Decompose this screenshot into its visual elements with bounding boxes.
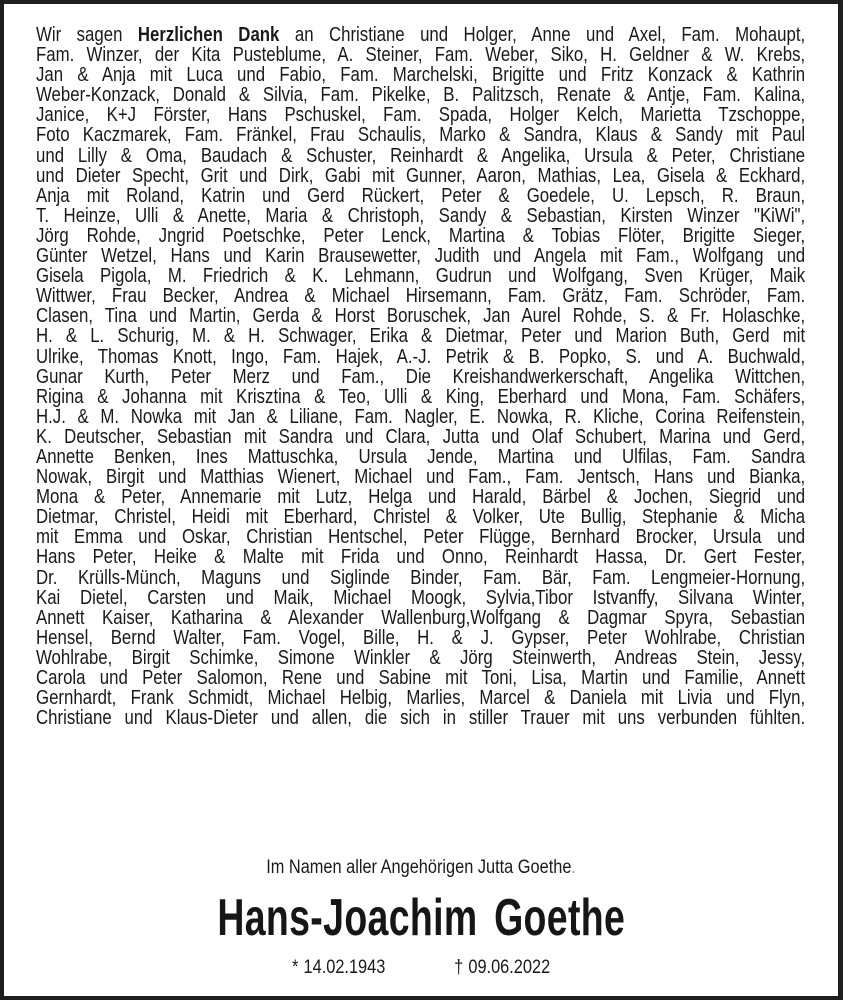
birth-star-icon: * (291, 957, 299, 978)
deceased-name: Hans-Joachim Goethe (217, 889, 625, 947)
text-line: Ulrike, Thomas Knott, Ingo, Fam. Hajek, A.-J. Petrik & B. Popko, S. und A. Buchwald, (36, 344, 806, 368)
text-line: H. & L. Schurig, M. & H. Schwager, Erika & Dietmar, Peter und Marion Buth, Gerd mit (36, 324, 806, 348)
signoff-text: Im Namen aller Angehörigen Jutta Goethe (266, 857, 572, 878)
text-line: Foto Kaczmarek, Fam. Fränkel, Frau Schaulis, Marko & Sandra, Klaus & Sandy mit Paul (36, 123, 806, 147)
text-line: H.J. & M. Nowka mit Jan & Liliane, Fam. Nagler, E. Nowka, R. Kliche, Corina Reifenstein, (36, 404, 806, 428)
text-line: Gunar Kurth, Peter Merz und Fam., Die Kreishandwerkerschaft, Angelika Wittchen, (36, 364, 806, 388)
text-line: Jan & Anja mit Luca und Fabio, Fam. Marchelski, Brigitte und Fritz Konzack & Kathrin (36, 63, 806, 87)
text-line: T. Heinze, Ulli & Anette, Maria & Christoph, Sandy & Sebastian, Kirsten Winzer "KiWi", (36, 203, 806, 227)
text-line: Weber-Konzack, Donald & Silvia, Fam. Pikelke, B. Palitzsch, Renate & Antje, Fam. Kalina, (36, 83, 806, 107)
text-line: und Dieter Specht, Grit und Dirk, Gabi mit Gunner, Aaron, Mathias, Lea, Gisela & Eckhard, (36, 163, 806, 187)
life-dates (4, 956, 838, 980)
obituary-notice (4, 4, 838, 996)
text-line: Wittwer, Frau Becker, Andrea & Michael Hirsemann, Fam. Grätz, Fam. Schröder, Fam. (36, 284, 806, 308)
text-line: K. Deutscher, Sebastian mit Sandra und Clara, Jutta und Olaf Schubert, Marina und Gerd, (36, 424, 806, 448)
text-line: Mona & Peter, Annemarie mit Lutz, Helga und Harald, Bärbel & Jochen, Siegrid und (36, 485, 806, 509)
text-line: Clasen, Tina und Martin, Gerda & Horst Boruschek, Jan Aurel Rohde, S. & Fr. Holaschke, (36, 304, 806, 328)
text-line: Dietmar, Christel, Heidi mit Eberhard, Christel & Volker, Ute Bullig, Stephanie & Micha (36, 505, 806, 529)
death-cross-icon: † (454, 957, 464, 978)
text-line: Jörg Rohde, Jngrid Poetschke, Peter Lenck, Martina & Tobias Flöter, Brigitte Sieger, (36, 223, 806, 247)
text-line: Kai Dietel, Carsten und Maik, Michael Moogk, Sylvia,Tibor Istvanffy, Silvana Winter, (36, 585, 806, 609)
text-line: Gisela Pigola, M. Friedrich & K. Lehmann, Gudrun und Wolfgang, Sven Krüger, Maik (36, 264, 806, 288)
text-line: Dr. Krülls-Münch, Maguns und Siglinde Binder, Fam. Bär, Fam. Lengmeier-Hornung, (36, 565, 806, 589)
text-line: Hans Peter, Heike & Malte mit Frida und Onno, Reinhardt Hassa, Dr. Gert Fester, (36, 545, 806, 569)
text-line: Wohlrabe, Birgit Schimke, Simone Winkler & Jörg Steinwerth, Andreas Stein, Jessy, (36, 645, 806, 669)
text-line: Hensel, Bernd Walter, Fam. Vogel, Bille, H. & J. Gypser, Peter Wohlrabe, Christian (36, 625, 806, 649)
text-line: Nowak, Birgit und Matthias Wienert, Michael und Fam., Fam. Jentsch, Hans und Bianka, (36, 465, 806, 489)
text-line: Rigina & Johanna mit Krisztina & Teo, Ulli & King, Eberhard und Mona, Fam. Schäfers, (36, 384, 806, 408)
text-line: Janice, K+J Förster, Hans Pschuskel, Fam. Spada, Holger Kelch, Marietta Tzschoppe, (36, 103, 806, 127)
text-line: Gernhardt, Frank Schmidt, Michael Helbig, Marlies, Marcel & Daniela mit Livia und Flyn, (36, 686, 806, 710)
text-line: Anja mit Roland, Katrin und Gerd Rückert, Peter & Goedele, U. Lepsch, R. Braun, (36, 183, 806, 207)
text-line: mit Emma und Oskar, Christian Hentschel, Peter Flügge, Bernhard Brocker, Ursula und (36, 525, 806, 549)
text-lines (36, 45, 805, 728)
birth-date: 14.02.1943 (303, 957, 386, 978)
deceased-name-container (4, 888, 838, 948)
text-line: und Lilly & Oma, Baudach & Schuster, Reinhardt & Angelika, Ursula & Peter, Christiane (36, 143, 806, 167)
text-line: Annett Kaiser, Katharina & Alexander Wallenburg,Wolfgang & Dagmar Spyra, Sebastian (36, 605, 806, 629)
signoff-period: . (571, 857, 576, 878)
text-line: Günter Wetzel, Hans und Karin Brausewetter, Judith und Angela mit Fam., Wolfgang und (36, 244, 806, 268)
thank-you-text (36, 25, 805, 728)
intro-prefix: Wir sagen (36, 23, 138, 46)
death-date-group (454, 956, 550, 980)
text-line: Christiane und Klaus-Dieter und allen, die sich in stiller Trauer mit uns verbunden fühlten. (36, 706, 806, 730)
text-line: Fam. Winzer, der Kita Pusteblume, A. Steiner, Fam. Weber, Siko, H. Geldner & W. Krebs, (36, 43, 806, 67)
birth-date-group (292, 956, 385, 980)
intro-bold: Herzlichen Dank (137, 23, 280, 46)
text-line (36, 25, 805, 45)
text-line: Annette Benken, Ines Mattuschka, Ursula Jende, Martina und Ulfilas, Fam. Sandra (36, 444, 806, 468)
intro-suffix: an Christiane und Holger, Anne und Axel, Fam. Mohaupt, (279, 23, 806, 46)
text-line: Carola und Peter Salomon, Rene und Sabine mit Toni, Lisa, Martin und Familie, Annett (36, 666, 806, 689)
signoff (4, 857, 838, 879)
death-date: 09.06.2022 (468, 957, 551, 978)
